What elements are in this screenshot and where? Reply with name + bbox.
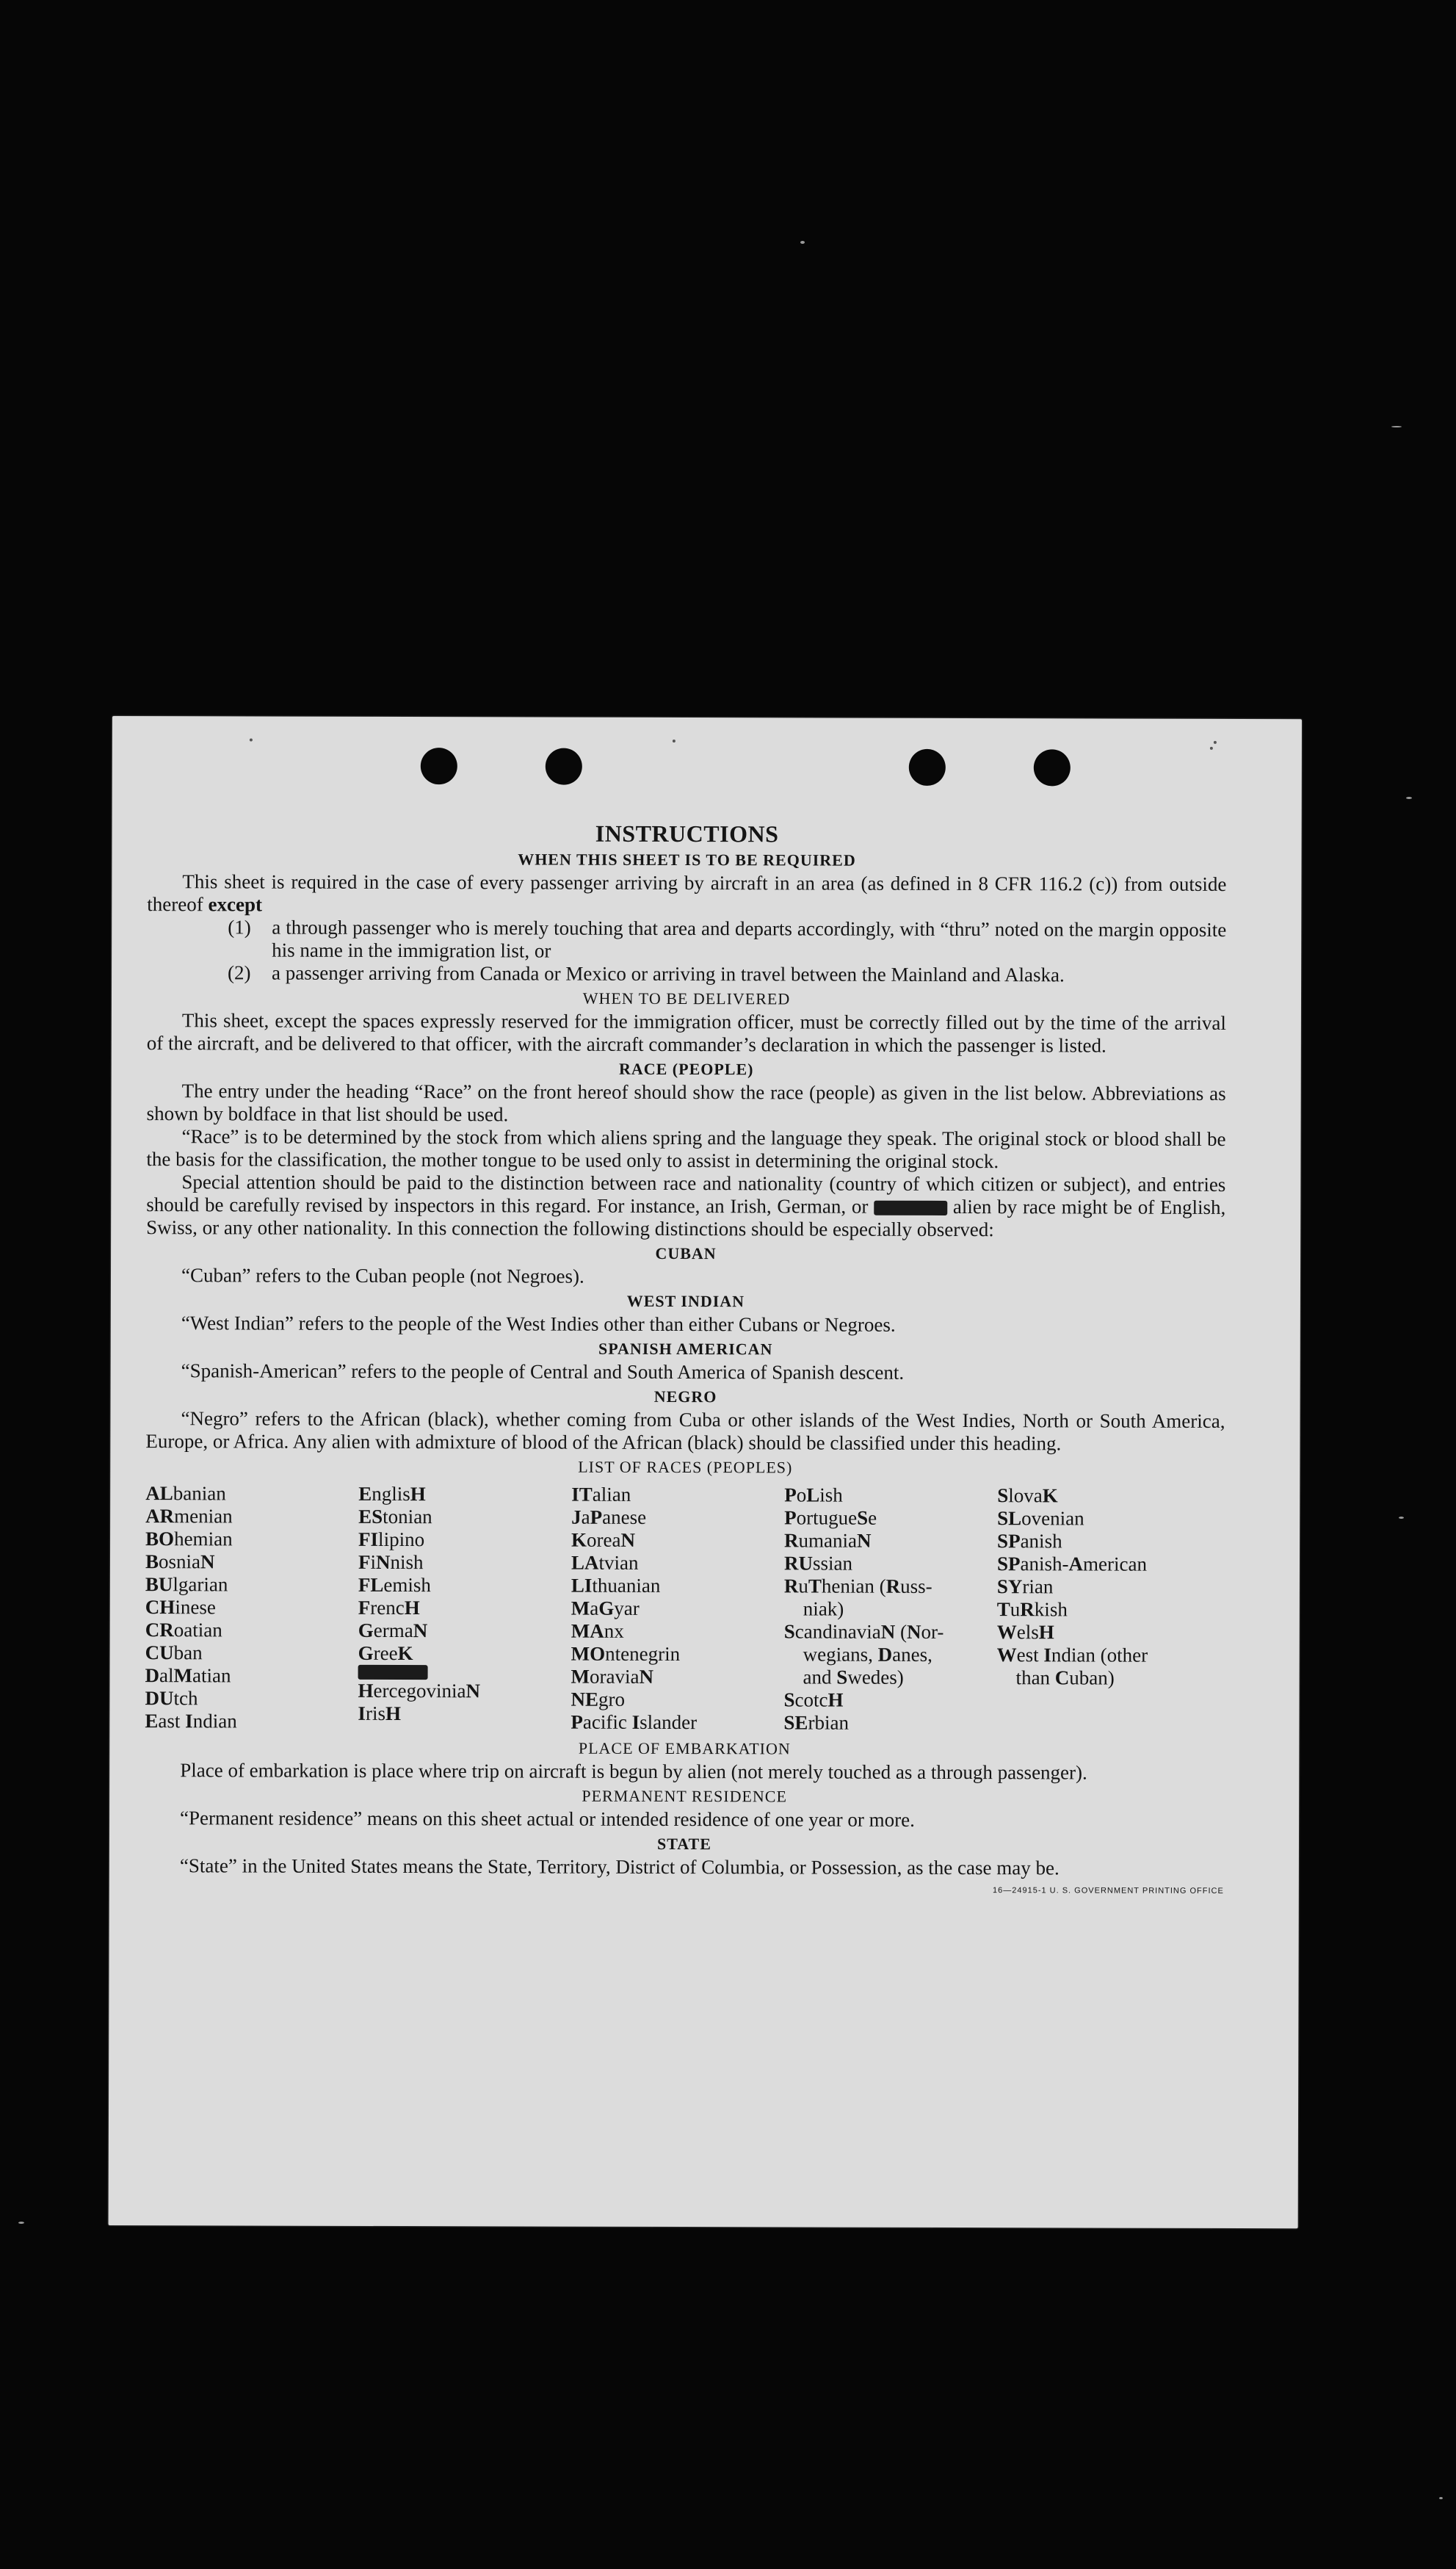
heading-when-required: WHEN THIS SHEET IS TO BE REQUIRED bbox=[518, 850, 856, 870]
heading-west-indian: WEST INDIAN bbox=[626, 1291, 745, 1311]
punch-hole bbox=[546, 748, 582, 785]
race-entry: FIlipino bbox=[358, 1528, 425, 1551]
paper-mark bbox=[1214, 741, 1217, 744]
race-entry: JaPanese bbox=[571, 1506, 647, 1528]
intro-text: This sheet is required in the case of every passenger arriving by aircraft in an area (as defined in 8 CFR 116.2 (c)) from outside thereof bbox=[147, 870, 1227, 916]
race-entry: KoreaN bbox=[571, 1528, 636, 1551]
when-delivered-text: This sheet, except the spaces expressly reserved for the immigration officer, must be correctly filled out by the time of the arrival of the aircraft, and be delivered to that officer, with the aircraft commander’s declaration in which the passenger is listed. bbox=[146, 1009, 1226, 1057]
redaction-mark bbox=[874, 1201, 947, 1215]
heading-embarkation: PLACE OF EMBARKATION bbox=[578, 1738, 791, 1758]
race-entry: FLemish bbox=[358, 1573, 431, 1597]
race-entry: SErbian bbox=[783, 1711, 850, 1734]
race-entry: ScandinaviaN (Nor- bbox=[783, 1620, 944, 1643]
race-entry: West Indian (other bbox=[996, 1644, 1148, 1666]
paper-mark bbox=[673, 740, 676, 742]
exception-item bbox=[228, 961, 1226, 987]
race-entry: RuThenian (Russ- bbox=[783, 1575, 932, 1597]
race-entry: LIthuanian bbox=[571, 1574, 661, 1597]
race-entry: ScotcH bbox=[783, 1688, 844, 1711]
race-entry: Pacific Islander bbox=[571, 1710, 698, 1734]
race-entry: TuRkish bbox=[996, 1598, 1068, 1621]
race-entry: NEgro bbox=[571, 1688, 626, 1710]
race-entry: GermaN bbox=[358, 1619, 428, 1642]
race-entry: MAnx bbox=[571, 1619, 624, 1642]
exception-number: (1) bbox=[228, 916, 251, 939]
paper-mark bbox=[250, 738, 253, 741]
intro-except: except bbox=[208, 893, 263, 916]
heading-state: STATE bbox=[656, 1834, 711, 1854]
printer-imprint: 16—24915-1 U. S. GOVERNMENT PRINTING OFFICE bbox=[992, 1886, 1224, 1896]
race-entry: EnglisH bbox=[358, 1482, 426, 1506]
race-entry: GreeK bbox=[358, 1641, 413, 1665]
race-entry-continuation: wegians, Danes, bbox=[803, 1643, 932, 1666]
heading-spanish-american: SPANISH AMERICAN bbox=[598, 1339, 773, 1359]
race-entry-redacted bbox=[358, 1665, 571, 1680]
background-speck bbox=[1391, 426, 1402, 427]
exception-number: (2) bbox=[228, 961, 251, 984]
residence-text: “Permanent residence” means on this sheet actual or intended residence of one year or more. bbox=[180, 1807, 915, 1831]
exception-text: a passenger arriving from Canada or Mexico or arriving in travel between the Mainland and Alaska. bbox=[272, 961, 1065, 986]
race-entry: SlovaK bbox=[997, 1484, 1058, 1507]
heading-list-of-races: LIST OF RACES (PEOPLES) bbox=[578, 1457, 793, 1477]
background-speck bbox=[18, 2222, 24, 2224]
race-entry: BUlgarian bbox=[145, 1573, 228, 1596]
race-entry: IrisH bbox=[358, 1702, 402, 1725]
embarkation-text: Place of embarkation is place where trip on aircraft is begun by alien (not merely touched as a through passenger). bbox=[180, 1759, 1087, 1784]
race-entry: MaGyar bbox=[571, 1597, 640, 1619]
race-entry: DalMatian bbox=[145, 1664, 231, 1687]
race-entry: East Indian bbox=[145, 1710, 237, 1732]
race-entry: MoraviaN bbox=[571, 1665, 654, 1688]
state-footer-row bbox=[145, 1854, 1224, 1880]
race-paragraph-1: The entry under the heading “Race” on the front hereof should show the race (people) as given in the list below. Abbreviations as shown by boldface in that list should be used. bbox=[146, 1080, 1226, 1126]
race-entry: ITalian bbox=[571, 1483, 631, 1506]
heading-cuban: CUBAN bbox=[655, 1243, 717, 1263]
race-column bbox=[145, 1482, 358, 1733]
race-column bbox=[571, 1484, 784, 1735]
heading-negro: NEGRO bbox=[653, 1387, 717, 1406]
race-p3-before: Special attention should be paid to the distinction between race and nationality (country of which citizen or subject), and entries should be carefully revised by inspectors in this regard. For instance, an Irish, German, or bbox=[146, 1171, 1226, 1218]
redaction-mark bbox=[358, 1665, 428, 1680]
heading-race: RACE (PEOPLE) bbox=[618, 1059, 754, 1079]
race-entry: PortugueSe bbox=[784, 1506, 877, 1529]
punch-hole bbox=[1034, 749, 1071, 786]
exception-text: a through passenger who is merely touching that area and departs accordingly, with “thru” noted on the margin opposite his name in the immigration list, or bbox=[272, 916, 1227, 962]
cuban-text: “Cuban” refers to the Cuban people (not Negroes). bbox=[181, 1264, 584, 1287]
race-column bbox=[358, 1483, 571, 1734]
race-entry: SYrian bbox=[996, 1575, 1054, 1598]
race-entry: SPanish-American bbox=[996, 1553, 1148, 1575]
paper-mark bbox=[1210, 747, 1213, 750]
race-entry: CUban bbox=[145, 1641, 203, 1664]
race-entry: BosniaN bbox=[145, 1550, 215, 1573]
race-entry: PoLish bbox=[784, 1484, 843, 1506]
instructions-content bbox=[145, 819, 1227, 1909]
spanish-american-text: “Spanish-American” refers to the people of Central and South America of Spanish descent. bbox=[181, 1359, 905, 1384]
race-entry: MOntenegrin bbox=[571, 1642, 681, 1666]
exception-item bbox=[228, 916, 1226, 964]
punch-hole bbox=[421, 748, 457, 784]
race-entry: ALbanian bbox=[145, 1482, 226, 1505]
race-entry-continuation: niak) bbox=[803, 1597, 844, 1620]
race-entry: HercegoviniaN bbox=[358, 1679, 481, 1702]
race-entry: WelsH bbox=[996, 1621, 1054, 1644]
race-column bbox=[783, 1484, 997, 1735]
race-entry: DUtch bbox=[145, 1687, 198, 1710]
race-column bbox=[996, 1484, 1217, 1735]
race-entry: SPanish bbox=[997, 1530, 1062, 1553]
race-paragraph-2: “Race” is to be determined by the stock from which aliens spring and the language they speak. The original stock or blood shall be the basis for the classification, the mother tongue to be used only to assist in determining the original stock. bbox=[146, 1125, 1226, 1173]
race-entry: FrencH bbox=[358, 1596, 420, 1619]
race-entry-continuation: than Cuban) bbox=[1015, 1666, 1115, 1689]
heading-residence: PERMANENT RESIDENCE bbox=[582, 1786, 787, 1806]
race-entry: RumaniaN bbox=[784, 1529, 872, 1552]
race-entry: ARmenian bbox=[145, 1505, 233, 1528]
background-speck bbox=[1406, 797, 1412, 799]
race-entry: CRoatian bbox=[145, 1619, 222, 1641]
race-entry: FiNnish bbox=[358, 1550, 424, 1574]
heading-when-delivered: WHEN TO BE DELIVERED bbox=[582, 989, 791, 1008]
state-text: “State” in the United States means the State, Territory, District of Columbia, or Possession, as the case may be. bbox=[179, 1854, 1060, 1879]
punch-hole bbox=[909, 749, 946, 786]
race-entry: SLovenian bbox=[997, 1507, 1084, 1530]
race-entry: LAtvian bbox=[571, 1551, 639, 1574]
background-speck bbox=[1399, 1517, 1404, 1519]
race-p3-after: alien by race might be of English, Swiss, or any other nationality. In this connection the following distinctions should be especially observed: bbox=[146, 1195, 1226, 1241]
page-title: INSTRUCTIONS bbox=[595, 820, 779, 848]
race-entry: RUssian bbox=[783, 1552, 853, 1575]
race-paragraph-3 bbox=[146, 1171, 1225, 1242]
document-sheet bbox=[109, 716, 1302, 2228]
race-entry: CHinese bbox=[145, 1596, 216, 1619]
west-indian-text: “West Indian” refers to the people of the West Indies other than either Cubans or Negroes. bbox=[181, 1312, 896, 1336]
race-entry-continuation: and Swedes) bbox=[803, 1666, 904, 1688]
race-list bbox=[145, 1482, 1225, 1735]
race-entry: EStonian bbox=[358, 1505, 432, 1528]
race-entry: BOhemian bbox=[145, 1528, 233, 1550]
background-speck bbox=[1439, 2497, 1443, 2499]
when-required-intro bbox=[147, 870, 1226, 919]
negro-text: “Negro” refers to the African (black), whether coming from Cuba or other islands of the West Indies, North or South America, Europe, or Africa. Any alien with admixture of blood of the African (black) should be classified under this heading. bbox=[145, 1407, 1225, 1455]
background-speck bbox=[800, 241, 805, 244]
footer bbox=[145, 1877, 1224, 1909]
